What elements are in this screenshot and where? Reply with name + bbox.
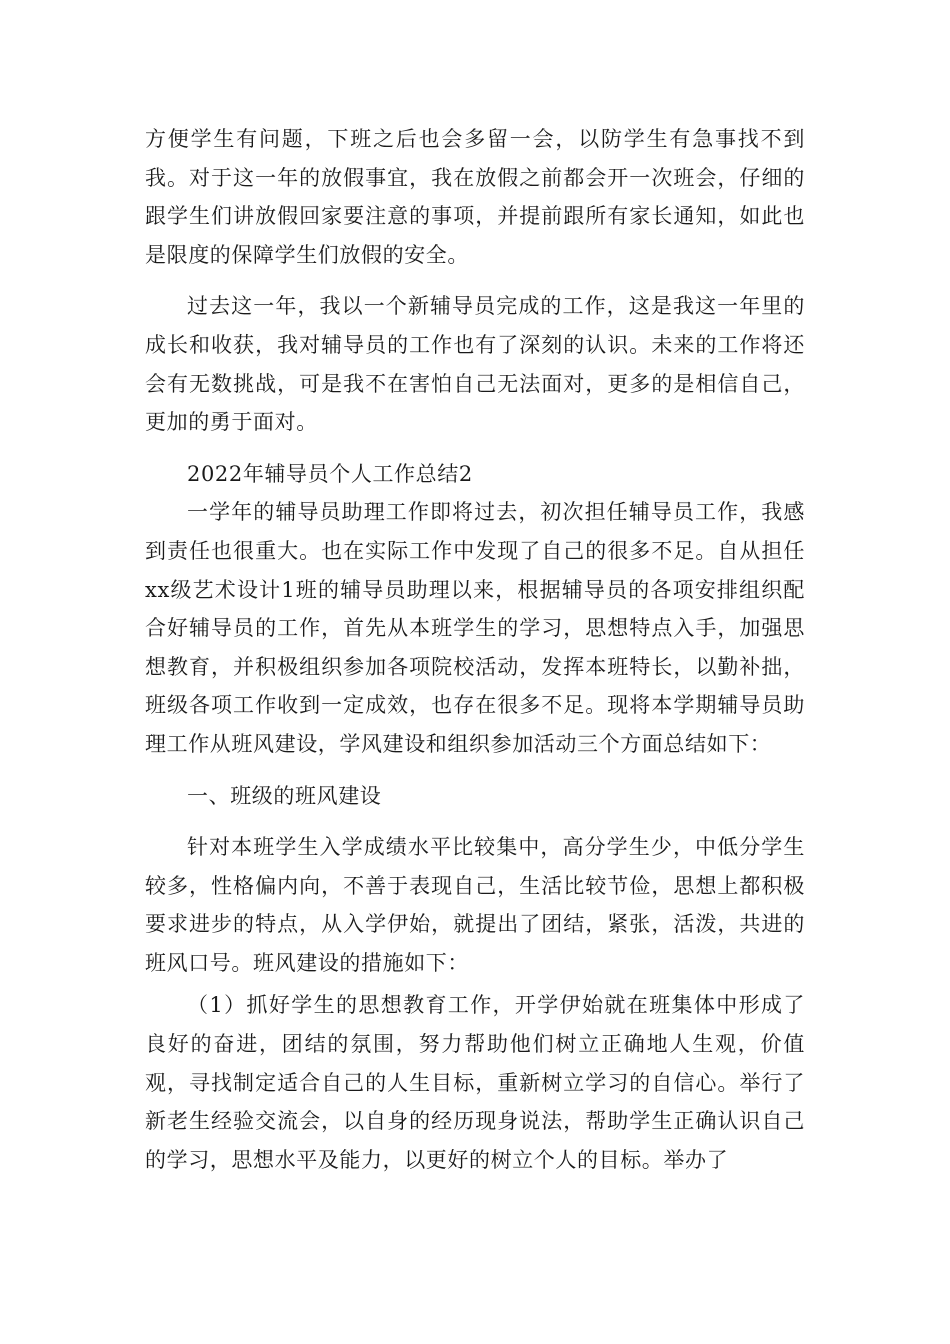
heading-class-style: 一、班级的班风建设 <box>187 783 382 808</box>
section-title: 2022年辅导员个人工作总结2 <box>187 461 473 486</box>
paragraph-measure-1: （1）抓好学生的思想教育工作，开学伊始就在班集体中形成了良好的奋进，团结的氛围，努力帮助他们树立正确地人生观，价值观，寻找制定适合自己的人生目标，重新树立学习的自信心。举行了新老生经验交流会，以自身的经历现身说法，帮助学生正确认识自己的学习，思想水平及能力，以更好的树立个人的目标。举办了 <box>145 993 805 1172</box>
paragraph-intro: 一学年的辅导员助理工作即将过去，初次担任辅导员工作，我感到责任也很重大。也在实际工作中发现了自己的很多不足。自从担任xx级艺术设计1班的辅导员助理以来，根据辅导员的各项安排组织配合好辅导员的工作，首先从本班学生的学习，思想特点入手，加强思想教育，并积极组织参加各项院校活动，发挥本班特长，以勤补拙，班级各项工作收到一定成效，也存在很多不足。现将本学期辅导员助理工作从班风建设，学风建设和组织参加活动三个方面总结如下： <box>145 500 805 756</box>
paragraph-reflection: 过去这一年，我以一个新辅导员完成的工作，这是我这一年里的成长和收获，我对辅导员的工作也有了深刻的认识。未来的工作将还会有无数挑战，可是我不在害怕自己无法面对，更多的是相信自己，更加的勇于面对。 <box>145 294 805 435</box>
paragraph-continuation: 方便学生有问题，下班之后也会多留一会，以防学生有急事找不到我。对于这一年的放假事宜，我在放假之前都会开一次班会，仔细的跟学生们讲放假回家要注意的事项，并提前跟所有家长通知，如此也是限度的保障学生们放假的安全。 <box>145 127 805 267</box>
document-body <box>145 120 805 1179</box>
paragraph-class-style: 针对本班学生入学成绩水平比较集中，高分学生少，中低分学生较多，性格偏内向，不善于表现自己，生活比较节俭，思想上都积极要求进步的特点，从入学伊始，就提出了团结，紧张，活泼，共进的班风口号。班风建设的措施如下： <box>145 835 805 975</box>
